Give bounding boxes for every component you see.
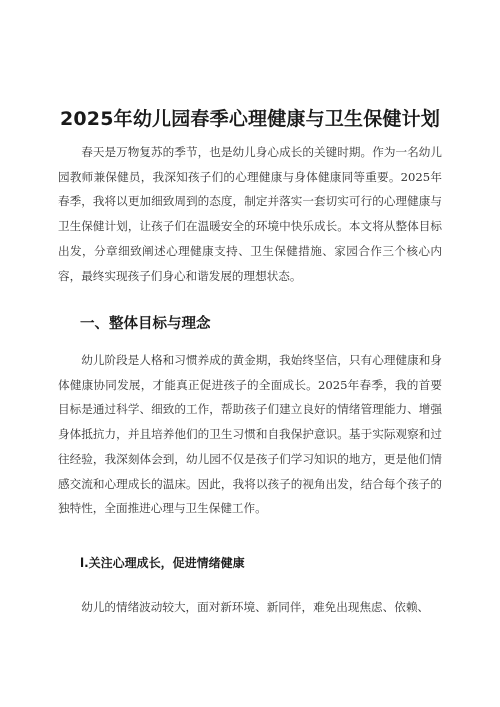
subsection-paragraph-emotional-health: 幼儿的情绪波动较大，面对新环境、新同伴，难免出现焦虑、依赖、 [81,600,430,614]
subsection-heading-emotional-health: l.关注心理成长，促进情绪健康 [80,556,245,570]
section-paragraph-overall-goals: 幼儿阶段是人格和习惯养成的黄金期，我始终坚信，只有心理健康和身体健康协同发展，才能真正促进孩子的全面成长。2025年春季，我的首要目标是通过科学、细致的工作，帮助孩子们建立良好的情绪管理能力、增强身体抵抗力，并且培养他们的卫生习惯和自我保护意识。基于实际观察和过往经验，我深刻体会到，幼儿园不仅是孩子们学习知识的地方，更是他们情感交流和心理成长的温床。因此，我将以孩子的视角出发，结合每个孩子的独特性，全面推进心理与卫生保健工作。 [58,353,442,516]
intro-paragraph: 春天是万物复苏的季节，也是幼儿身心成长的关键时期。作为一名幼儿园教师兼保健员，我深知孩子们的心理健康与身体健康同等重要。2025年春季，我将以更加细致周到的态度，制定并落实一套切实可行的心理健康与卫生保健计划，让孩子们在温暖安全的环境中快乐成长。本文将从整体目标出发，分章细致阐述心理健康支持、卫生保健措施、家园合作三个核心内容，最终实现孩子们身心和谐发展的理想状态。 [58,145,442,283]
section-heading-overall-goals: 一、整体目标与理念 [80,316,211,332]
document-title: 2025年幼儿园春季心理健康与卫生保健计划 [59,107,441,130]
